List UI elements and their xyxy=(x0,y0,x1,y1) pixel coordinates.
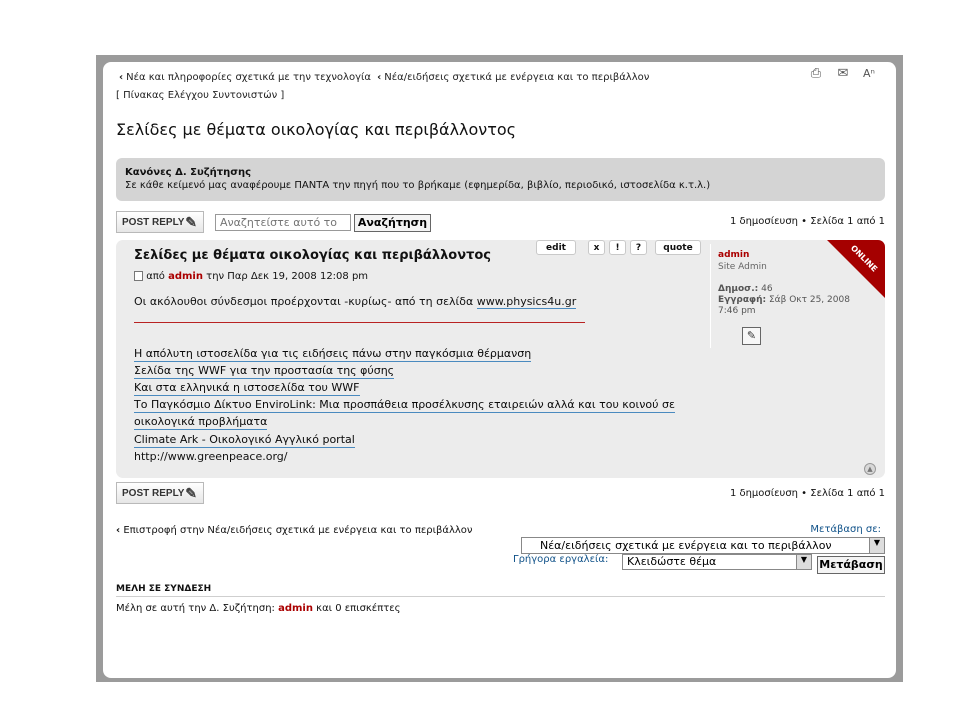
post-author[interactable]: admin xyxy=(168,271,203,282)
post-link-envirolink-cont[interactable]: οικολογικά προβλήματα xyxy=(134,415,268,428)
return-link[interactable]: ‹ Επιστροφή στην Νέα/ειδήσεις σχετικά με ενέργεια και το περιβάλλον xyxy=(116,525,473,536)
jump-to-select[interactable] xyxy=(521,537,885,554)
font-size-icon[interactable]: Aⁿ xyxy=(863,67,875,80)
breadcrumb xyxy=(116,72,649,83)
quick-tools-label: Γρήγορα εργαλεία: xyxy=(513,554,609,565)
breadcrumb-item-technology[interactable]: Νέα και πληροφορίες σχετικά με την τεχνολογία xyxy=(126,72,371,83)
post-link-wwf[interactable]: Σελίδα της WWF για την προστασία της φύσης xyxy=(134,364,395,377)
quick-tools-select-value: Κλειδώστε θέμα xyxy=(627,555,717,568)
posts-label: Δημοσ.: xyxy=(718,284,759,294)
back-to-top-icon[interactable]: ▲ xyxy=(864,463,876,475)
post-title[interactable]: Σελίδες με θέματα οικολογίας και περιβάλλοντος xyxy=(134,248,492,263)
return-link-text: Επιστροφή στην Νέα/ειδήσεις σχετικά με ενέργεια και το περιβάλλον xyxy=(123,525,473,536)
search-topic-input[interactable] xyxy=(215,214,351,231)
post-meta xyxy=(134,271,368,282)
post-meta-prefix: από xyxy=(146,271,165,282)
breadcrumb-separator: ‹ xyxy=(377,72,382,83)
post-link-climate-ark[interactable]: Climate Ark - Οικολογικό Αγγλικό portal xyxy=(134,433,355,446)
post-reply-button-bottom[interactable] xyxy=(116,482,204,504)
joined-label: Εγγραφή: xyxy=(718,295,767,305)
physics4u-link[interactable]: www.physics4u.gr xyxy=(476,295,577,308)
post-link-wwf-greek[interactable]: Και στα ελληνικά η ιστοσελίδα του WWF xyxy=(134,381,360,394)
quote-button[interactable]: quote xyxy=(655,240,701,255)
pencil-icon: ✎ xyxy=(185,485,197,501)
online-badge: ONLINE xyxy=(848,243,880,274)
post-intro xyxy=(134,295,576,308)
profile-username[interactable]: admin xyxy=(718,250,750,260)
jump-to-label: Μετάβαση σε: xyxy=(810,524,881,535)
report-button[interactable]: ! xyxy=(609,240,626,255)
joined-time: 7:46 pm xyxy=(718,306,756,316)
profile-rank: Site Admin xyxy=(718,262,767,272)
chevron-down-icon: ▼ xyxy=(796,555,811,569)
rules-text: Σε κάθε κείμενό μας αναφέρουμε ΠΑΝΤΑ την πηγή που το βρήκαμε (εφημερίδα, βιβλίο, περιοδικό, ιστοσελίδα κ.τ.λ.) xyxy=(125,180,711,191)
joined-value: Σάβ Οκτ 25, 2008 xyxy=(768,295,850,305)
breadcrumb-item-energy[interactable]: Νέα/ειδήσεις σχετικά με ενέργεια και το περιβάλλον xyxy=(384,72,650,83)
online-suffix: και 0 επισκέπτες xyxy=(316,603,401,614)
pencil-icon: ✎ xyxy=(185,214,197,230)
profile-joined xyxy=(718,295,850,305)
post-icon xyxy=(134,271,143,281)
profile-divider xyxy=(710,244,711,348)
info-button[interactable]: ? xyxy=(630,240,647,255)
post-greenpeace-url: http://www.greenpeace.org/ xyxy=(134,450,288,463)
delete-button[interactable]: x xyxy=(588,240,605,255)
posts-value: 46 xyxy=(761,284,773,294)
online-divider xyxy=(116,596,885,597)
pagination-top: 1 δημοσίευση • Σελίδα 1 από 1 xyxy=(729,216,885,227)
post-intro-text: Οι ακόλουθοι σύνδεσμοι προέρχονται -κυρίως- από τη σελίδα xyxy=(134,295,474,308)
post-reply-button[interactable] xyxy=(116,211,204,233)
edit-button[interactable]: edit xyxy=(536,240,576,255)
pm-icon[interactable]: ✎ xyxy=(742,327,761,345)
quick-tools-select[interactable] xyxy=(622,554,812,570)
online-users-heading: ΜΕΛΗ ΣΕ ΣΥΝΔΕΣΗ xyxy=(116,584,212,594)
rules-title: Κανόνες Δ. Συζήτησης xyxy=(125,167,252,178)
print-icon[interactable]: ⎙ xyxy=(810,66,822,81)
post-reply-label: POST REPLY xyxy=(122,488,185,499)
email-icon[interactable]: ✉ xyxy=(837,66,849,81)
profile-posts xyxy=(718,284,773,294)
post-link-global-warming[interactable]: Η απόλυτη ιστοσελίδα για τις ειδήσεις πάνω στην παγκόσμια θέρμανση xyxy=(134,347,532,360)
chevron-down-icon: ▼ xyxy=(869,538,884,553)
online-prefix: Μέλη σε αυτή την Δ. Συζήτηση: xyxy=(116,603,275,614)
online-users-text xyxy=(116,603,401,614)
jump-to-select-value: Νέα/ειδήσεις σχετικά με ενέργεια και το περιβάλλον xyxy=(540,539,832,552)
post-link-envirolink[interactable]: Το Παγκόσμιο Δίκτυο EnviroLink: Μια προσπάθεια προσέλκυσης εταιρειών αλλά και του κοινού σε xyxy=(134,398,675,411)
breadcrumb-separator: ‹ xyxy=(119,72,124,83)
online-user-admin[interactable]: admin xyxy=(278,603,313,614)
post-reply-label: POST REPLY xyxy=(122,217,185,228)
moderator-control-panel-link[interactable]: [ Πίνακας Ελέγχου Συντονιστών ] xyxy=(116,90,285,101)
red-divider xyxy=(134,322,585,323)
go-button[interactable]: Μετάβαση xyxy=(817,556,885,574)
post-date: την Παρ Δεκ 19, 2008 12:08 pm xyxy=(206,271,369,282)
search-button[interactable]: Αναζήτηση xyxy=(354,214,431,232)
pagination-bottom: 1 δημοσίευση • Σελίδα 1 από 1 xyxy=(729,488,885,499)
topic-title[interactable]: Σελίδες με θέματα οικολογίας και περιβάλλοντος xyxy=(116,120,517,139)
